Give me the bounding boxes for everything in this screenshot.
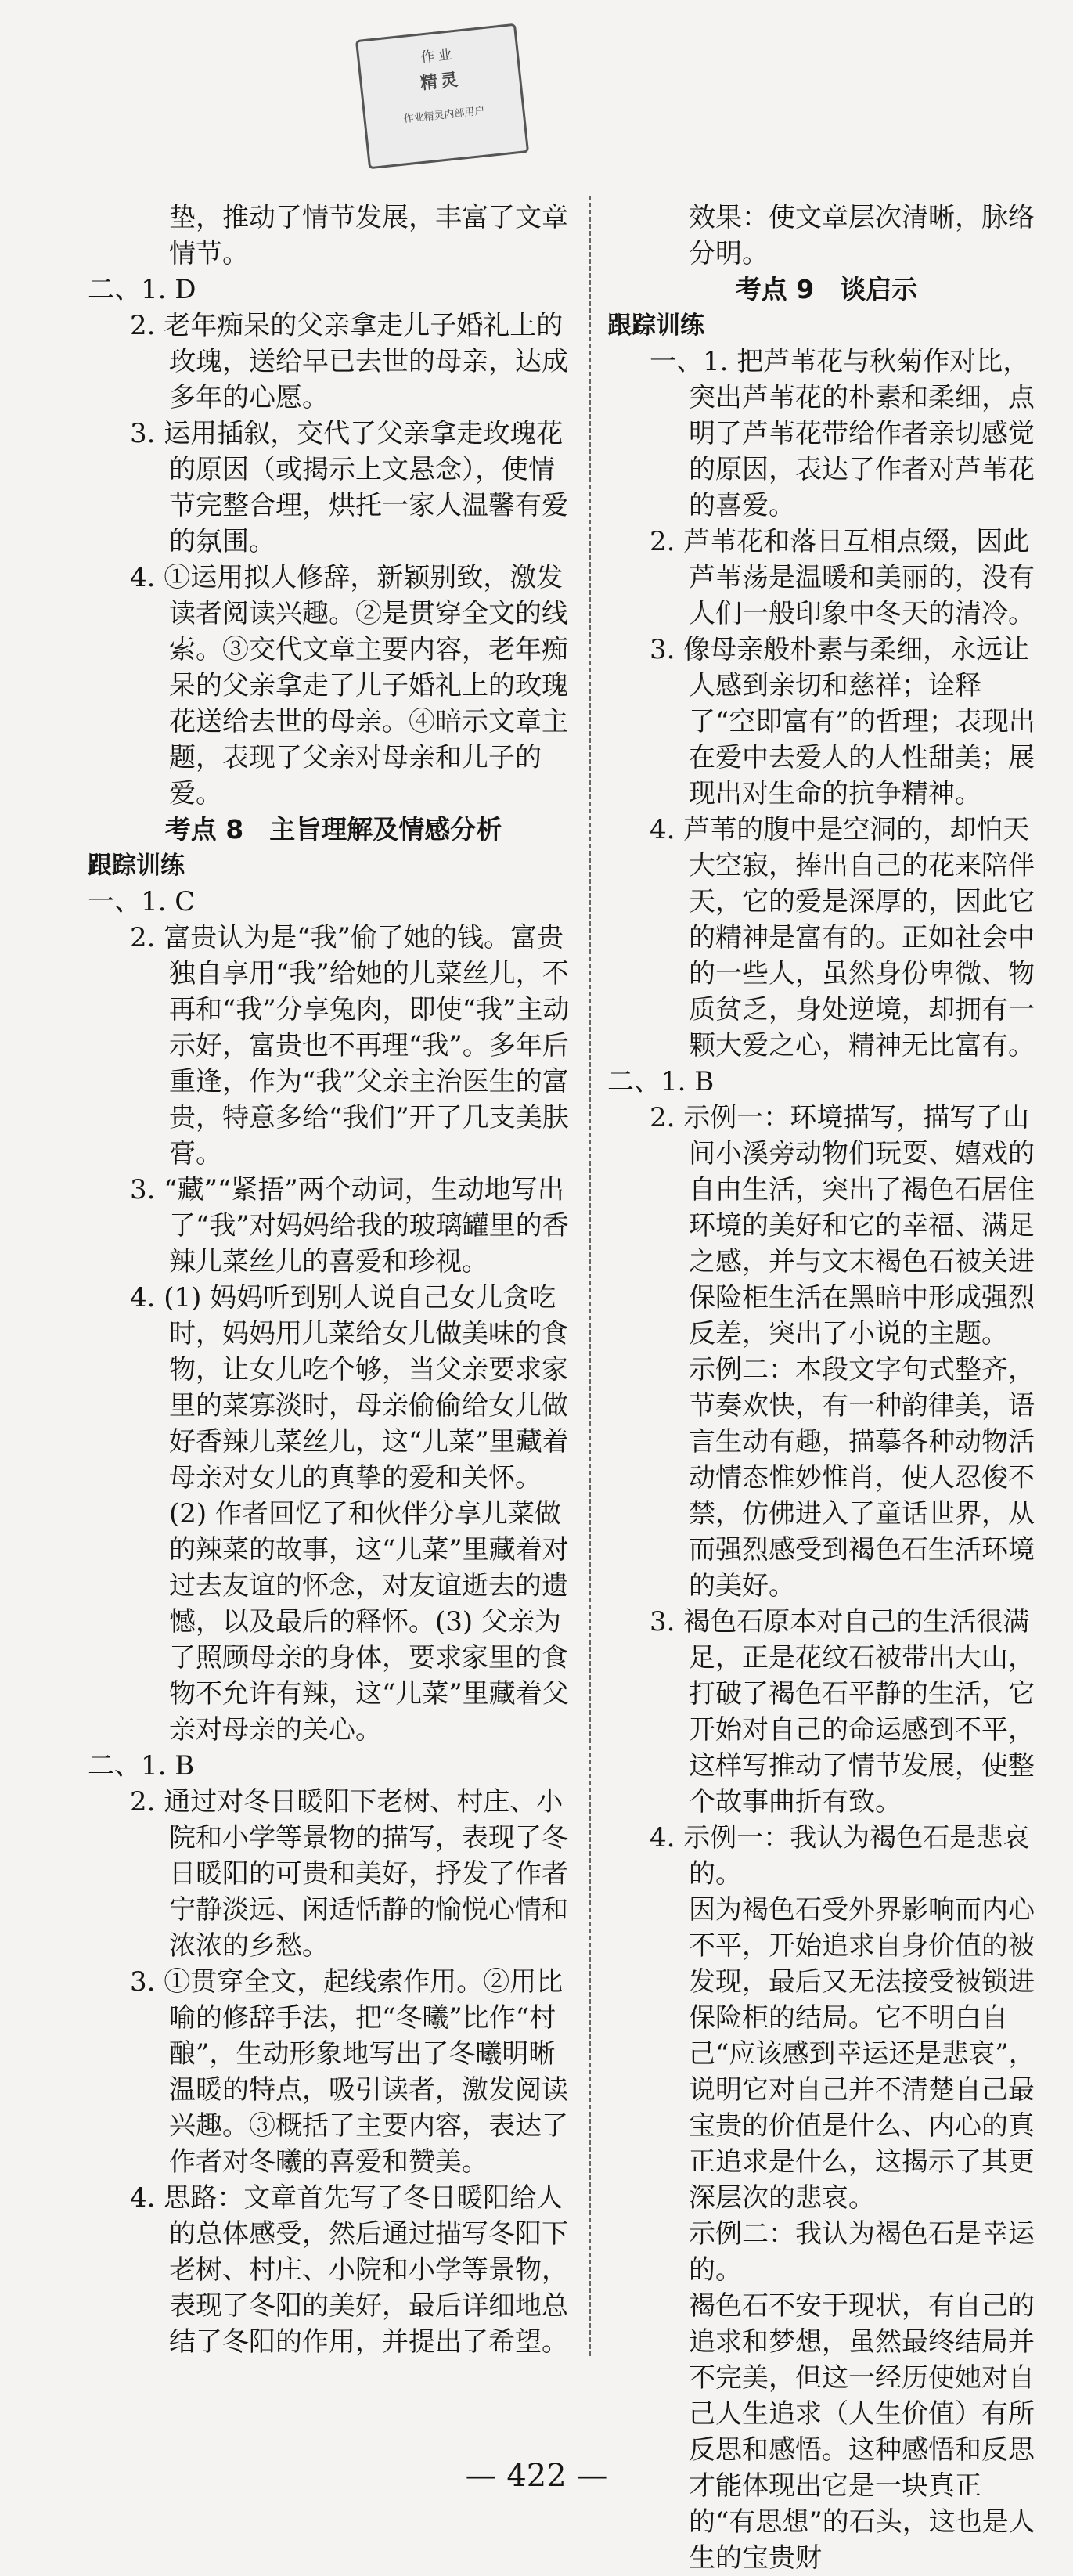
- section-heading: 考点 9 谈启示: [735, 274, 918, 304]
- answer-paragraph: 3. ①贯穿全文，起线索作用。②用比喻的修辞手法，把“冬曦”比作“村酿”，生动形象地写出了冬曦明晰温暖的特点，吸引读者，激发阅读兴趣。③概括了主要内容，表达了作者对冬曦的喜爱和赞美。: [130, 1966, 568, 2178]
- watermark-stamp: [355, 23, 529, 170]
- answer-paragraph: 二、1. B: [607, 1066, 715, 1097]
- stamp-line-2: 精灵: [419, 70, 463, 94]
- right-column: [607, 200, 1046, 2576]
- answer-paragraph: 一、1. C: [88, 886, 196, 917]
- answer-paragraph: 2. 芦苇花和落日互相点缀，因此芦苇荡是温暖和美丽的，没有人们一般印象中冬天的清冷。: [650, 526, 1035, 629]
- answer-paragraph: 垫，推动了情节发展，丰富了文章情节。: [169, 202, 568, 269]
- answer-paragraph: 示例二：我认为褐色石是幸运的。: [689, 2218, 1035, 2286]
- answer-paragraph: 示例二：本段文字句式整齐，节奏欢快，有一种韵律美，语言生动有趣，描摹各种动物活动情态惟妙惟肖，使人忍俊不禁，仿佛进入了童话世界，从而强烈感受到褐色石生活环境的美好。: [689, 1354, 1035, 1601]
- answer-paragraph: 2. 通过对冬日暖阳下老树、村庄、小院和小学等景物的描写，表现了冬日暖阳的可贵和美好，抒发了作者宁静淡远、闲适恬静的愉悦心情和浓浓的乡愁。: [130, 1786, 568, 1962]
- answer-paragraph: 4. (1) 妈妈听到别人说自己女儿贪吃时，妈妈用儿菜给女儿做美味的食物，让女儿吃个够，当父亲要求家里的菜寡淡时，母亲偷偷给女儿做好香辣儿菜丝儿，这“儿菜”里藏着母亲对女儿的真挚的爱和关怀。(2) 作者回忆了和伙伴分享儿菜做的辣菜的故事，这“儿菜”里藏着对过去友谊的怀念，对友谊逝去的遗憾，以及最后的释怀。(3) 父亲为了照顾母亲的身体，要求家里的食物不允许有辣，这“儿菜”里藏着父亲对母亲的关心。: [130, 1282, 569, 1746]
- answer-paragraph: 4. 思路：文章首先写了冬日暖阳给人的总体感受，然后通过描写冬阳下老树、村庄、小院和小学等景物，表现了冬阳的美好，最后详细地总结了冬阳的作用，并提出了希望。: [130, 2182, 568, 2358]
- answer-paragraph: 2. 示例一：环境描写，描写了山间小溪旁动物们玩耍、嬉戏的自由生活，突出了褐色石居住环境的美好和它的幸福、满足之感，并与文末褐色石被关进保险柜生活在黑暗中形成强烈反差，突出了小说的主题。: [650, 1102, 1035, 1349]
- answer-paragraph: 二、1. D: [88, 274, 196, 305]
- column-divider: [589, 196, 591, 2356]
- answer-paragraph: 4. 芦苇的腹中是空洞的，却怕天大空寂，捧出自己的花来陪伴天，它的爱是深厚的，因此它的精神是富有的。正如社会中的一些人，虽然身份卑微、物质贫乏，身处逆境，却拥有一颗大爱之心，精神无比富有。: [650, 814, 1035, 1061]
- page-number: — 422 —: [465, 2458, 608, 2494]
- answer-paragraph: 2. 富贵认为是“我”偷了她的钱。富贵独自享用“我”给她的儿菜丝儿，不再和“我”分享兔肉，即使“我”主动示好，富贵也不再理“我”。多年后重逢，作为“我”父亲主治医生的富贵，特意多给“我们”开了几支美肤膏。: [130, 922, 570, 1169]
- answer-paragraph: 3. 像母亲般朴素与柔细，永远让人感到亲切和慈祥；诠释了“空即富有”的哲理；表现出在爱中去爱人的人性甜美；展现出对生命的抗争精神。: [650, 634, 1035, 809]
- answer-paragraph: 因为褐色石受外界影响而内心不平，开始追求自身价值的被发现，最后又无法接受被锁进保险柜的结局。它不明白自己“应该感到幸运还是悲哀”，说明它对自己并不清楚自己最宝贵的价值是什么、内心的真正追求是什么，这揭示了其更深层次的悲哀。: [689, 1894, 1035, 2214]
- subsection-label: 跟踪训练: [607, 312, 704, 340]
- left-column: [88, 200, 579, 2360]
- stamp-line-3: 作业精灵内部用户: [403, 105, 486, 126]
- answer-paragraph: 3. 运用插叙，交代了父亲拿走玫瑰花的原因（或揭示上文悬念），使情节完整合理，烘托一家人温馨有爱的氛围。: [130, 418, 568, 557]
- answer-paragraph: 4. 示例一：我认为褐色石是悲哀的。: [650, 1822, 1030, 1890]
- answer-paragraph: 3. “藏”“紧捂”两个动词，生动地写出了“我”对妈妈给我的玻璃罐里的香辣儿菜丝儿的喜爱和珍视。: [130, 1174, 569, 1277]
- stamp-line-1: 作业: [419, 46, 456, 67]
- section-heading: 考点 8 主旨理解及情感分析: [164, 814, 502, 845]
- answer-paragraph: 二、1. B: [88, 1750, 195, 1782]
- answer-paragraph: 褐色石不安于现状，有自己的追求和梦想，虽然最终结局并不完美，但这一经历使她对自己人生追求（人生价值）有所反思和感悟。这种感悟和反思才能体现出它是一块真正的“有思想”的石头，这也是人生的宝贵财: [689, 2290, 1035, 2574]
- subsection-label: 跟踪训练: [88, 852, 185, 880]
- answer-paragraph: 3. 褐色石原本对自己的生活很满足，正是花纹石被带出大山，打破了褐色石平静的生活，它开始对自己的命运感到不平，这样写推动了情节发展，使整个故事曲折有致。: [650, 1606, 1035, 1818]
- answer-paragraph: 4. ①运用拟人修辞，新颖别致，激发读者阅读兴趣。②是贯穿全文的线索。③交代文章主要内容，老年痴呆的父亲拿走了儿子婚礼上的玫瑰花送给去世的母亲。④暗示文章主题，表现了父亲对母亲和儿子的爱。: [130, 562, 568, 809]
- answer-paragraph: 效果：使文章层次清晰，脉络分明。: [689, 202, 1035, 269]
- answer-paragraph: 2. 老年痴呆的父亲拿走儿子婚礼上的玫瑰，送给早已去世的母亲，达成多年的心愿。: [130, 310, 568, 413]
- answer-paragraph: 一、1. 把芦苇花与秋菊作对比，突出芦苇花的朴素和柔细，点明了芦苇花带给作者亲切感觉的原因，表达了作者对芦苇花的喜爱。: [650, 346, 1035, 521]
